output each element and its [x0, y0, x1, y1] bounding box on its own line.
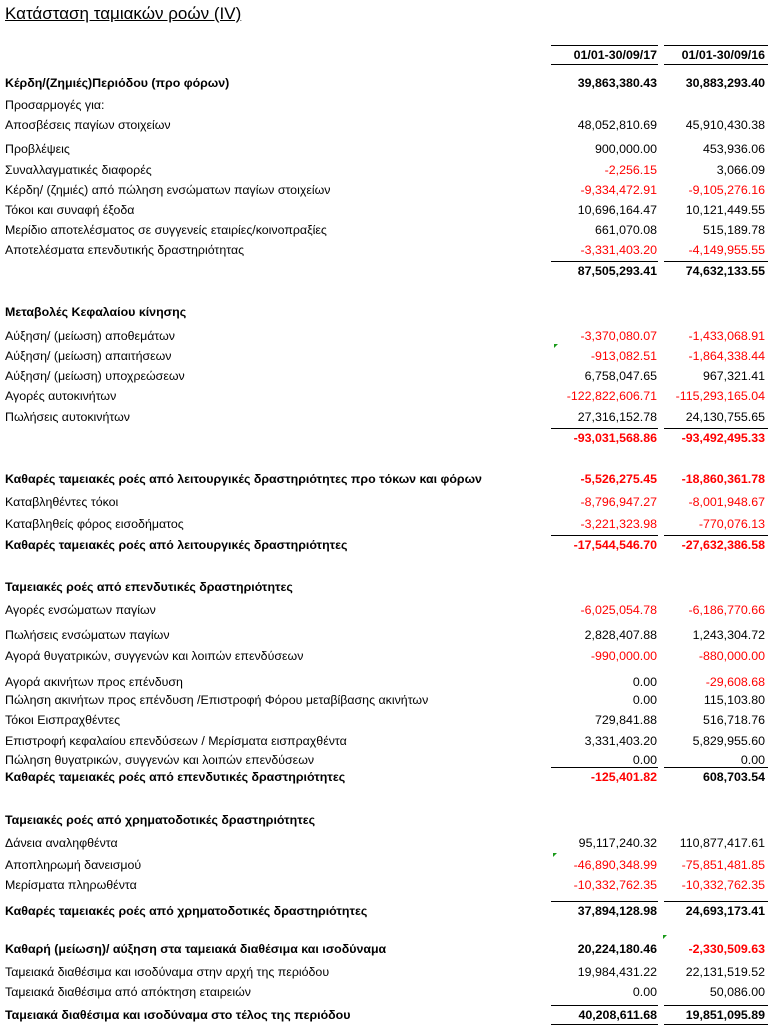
row-label: Καταβληθέντες τόκοι [5, 495, 119, 509]
value-2016: 1,243,304.72 [692, 628, 765, 642]
value-2016: -93,492,495.33 [681, 431, 765, 445]
value-2016: 24,693,173.41 [685, 904, 765, 918]
line-item-row [0, 834, 771, 852]
value-2017: 6,758,047.65 [584, 369, 657, 383]
value-2017: -17,544,546.70 [573, 538, 657, 552]
total-row [0, 811, 771, 829]
value-2016: -880,000.00 [698, 649, 765, 663]
row-label: Μερίδιο αποτελέσματος σε συγγενείς εταιρίες/κοινοπραξίες [5, 223, 327, 237]
row-label: Ταμειακά διαθέσιμα και ισοδύναμα στο τέλος της περιόδου [5, 1008, 351, 1022]
value-2016: 74,632,133.55 [685, 264, 765, 278]
value-2016: -10,332,762.35 [681, 878, 765, 892]
row-label: Μεταβολές Κεφαλαίου κίνησης [5, 305, 187, 319]
value-2017: 27,316,152.78 [577, 410, 657, 424]
value-2017: -8,796,947.27 [580, 495, 657, 509]
value-2016: 10,121,449.55 [685, 203, 765, 217]
row-label: Αγορά θυγατρικών, συγγενών και λοιπών επενδύσεων [5, 649, 304, 663]
line-item-row [0, 116, 771, 134]
value-2016: -75,851,481.85 [681, 858, 765, 872]
total-row [0, 74, 771, 92]
value-2017: 2,828,407.88 [584, 628, 657, 642]
value-2017: -3,331,403.20 [580, 243, 657, 257]
row-label: Καθαρή (μείωση)/ αύξηση στα ταμειακά διαθέσιμα και ισοδύναμα [5, 942, 387, 956]
row-label: Αγορά ακινήτων προς επένδυση [5, 675, 183, 689]
row-label: Τόκοι Εισπραχθέντες [5, 713, 121, 727]
value-2017: 729,841.88 [594, 713, 657, 727]
row-label: Ταμειακές ροές από χρηματοδοτικές δραστηριότητες [5, 813, 316, 827]
value-2016: 0.00 [740, 753, 765, 767]
line-item-row [0, 327, 771, 345]
value-2016: -9,105,276.16 [688, 183, 765, 197]
row-label: Δάνεια αναληφθέντα [5, 836, 118, 850]
total-row [0, 768, 771, 786]
value-2017: -5,526,275.45 [580, 472, 657, 486]
column-header-row [0, 46, 771, 64]
line-item-row [0, 626, 771, 644]
line-item-row [0, 161, 771, 179]
value-2016: 22,131,519.52 [685, 965, 765, 979]
row-label: Προβλέψεις [5, 142, 70, 156]
value-2016: 5,829,955.60 [692, 734, 765, 748]
value-2017: -913,082.51 [590, 349, 657, 363]
value-2017: 87,505,293.41 [577, 264, 657, 278]
value-2016: 3,066.09 [716, 163, 765, 177]
value-2017: -3,370,080.07 [580, 329, 657, 343]
value-2016: 453,936.06 [702, 142, 765, 156]
value-2017: 39,863,380.43 [577, 76, 657, 90]
line-item-row [0, 876, 771, 894]
row-label: Αύξηση/ (μείωση) υποχρεώσεων [5, 369, 185, 383]
row-label: Αποπληρωμή δανεισμού [5, 858, 142, 872]
value-2017: -9,334,472.91 [580, 183, 657, 197]
total-row [0, 1006, 771, 1024]
line-item-row [0, 201, 771, 219]
value-2016: 516,718.76 [702, 713, 765, 727]
total-row [0, 262, 771, 280]
statement-title: Κατάσταση ταμιακών ροών (IV) [5, 4, 242, 23]
total-row [0, 902, 771, 920]
value-2017: 10,696,164.47 [577, 203, 657, 217]
value-2017: 19,984,431.22 [577, 965, 657, 979]
row-label: Κέρδη/ (ζημιές) από πώληση ενσώματων παγίων στοιχείων [5, 183, 331, 197]
row-label: Επιστροφή κεφαλαίου επενδύσεων / Μερίσματα εισπραχθέντα [5, 734, 347, 748]
value-2016: -6,186,770.66 [688, 603, 765, 617]
value-2016: 24,130,755.65 [685, 410, 765, 424]
line-item-row [0, 732, 771, 750]
row-label: Ταμειακές ροές από επενδυτικές δραστηριότητες [5, 580, 293, 594]
line-item-row [0, 711, 771, 729]
row-label: Συναλλαγματικές διαφορές [5, 163, 152, 177]
value-2017: 0.00 [632, 675, 657, 689]
value-2017: -2,256.15 [604, 163, 657, 177]
line-item-row [0, 408, 771, 426]
value-2016: -1,864,338.44 [688, 349, 765, 363]
value-2016: -27,632,386.58 [681, 538, 765, 552]
value-2017: 0.00 [632, 693, 657, 707]
column-header-2017: 01/01-30/09/17 [573, 48, 657, 62]
value-2016: 45,910,430.38 [685, 118, 765, 132]
value-2016: 110,877,417.61 [679, 836, 765, 850]
value-2017: 0.00 [632, 985, 657, 999]
row-label: Αύξηση/ (μείωση) απαιτήσεων [5, 349, 172, 363]
row-label: Πώληση θυγατρικών, συγγενών και λοιπών επενδύσεων [5, 753, 315, 767]
value-2016: 608,703.54 [702, 770, 765, 784]
line-item-row [0, 367, 771, 385]
comment-marker-icon [663, 935, 667, 939]
line-item-row [0, 601, 771, 619]
line-item-row [0, 140, 771, 158]
value-2017: 95,117,240.32 [578, 836, 657, 850]
row-label: Τόκοι και συναφή έξοδα [5, 203, 135, 217]
value-2017: -93,031,568.86 [573, 431, 657, 445]
line-item-row [0, 856, 771, 874]
total-row [0, 578, 771, 596]
value-2017: 900,000.00 [594, 142, 657, 156]
value-2016: 30,883,293.40 [685, 76, 765, 90]
row-label: Αποτελέσματα επενδυτικής δραστηριότητας [5, 243, 245, 257]
row-label: Καθαρές ταμειακές ροές από λειτουργικές δραστηριότητες προ τόκων και φόρων [5, 472, 482, 486]
value-2016: 115,103.80 [703, 693, 765, 707]
row-label: Αγορές αυτοκινήτων [5, 389, 117, 403]
row-label: Ταμειακά διαθέσιμα από απόκτηση εταιρειών [5, 985, 251, 999]
value-2017: -125,401.82 [590, 770, 657, 784]
total-row [0, 429, 771, 447]
comment-marker-icon [553, 853, 557, 857]
value-2016: -4,149,955.55 [688, 243, 765, 257]
line-item-row [0, 493, 771, 511]
row-label: Προσαρμογές για: [5, 98, 105, 112]
total-row [0, 470, 771, 488]
value-2017: -122,822,606.71 [566, 389, 657, 403]
value-2017: 0.00 [632, 753, 657, 767]
row-label: Καθαρές ταμειακές ροές από χρηματοδοτικές δραστηριότητες [5, 904, 368, 918]
value-2017: 20,224,180.46 [577, 942, 657, 956]
row-label: Κέρδη/(Ζημιές)Περιόδου (προ φόρων) [5, 76, 230, 90]
line-item-row [0, 96, 771, 114]
value-2016: -18,860,361.78 [681, 472, 765, 486]
value-2017: -10,332,762.35 [573, 878, 657, 892]
row-label: Ταμειακά διαθέσιμα και ισοδύναμα στην αρχή της περιόδου [5, 965, 330, 979]
line-item-row [0, 983, 771, 1001]
row-label: Μερίσματα πληρωθέντα [5, 878, 137, 892]
value-2017: -990,000.00 [590, 649, 657, 663]
comment-marker-icon [554, 344, 558, 348]
value-2017: 3,331,403.20 [584, 734, 657, 748]
value-2016: 967,321.41 [702, 369, 765, 383]
row-label: Καθαρές ταμειακές ροές από επενδυτικές δραστηριότητες [5, 770, 346, 784]
row-label: Πωλήσεις αυτοκινήτων [5, 410, 130, 424]
row-label: Αγορές ενσώματων παγίων [5, 603, 156, 617]
line-item-row [0, 181, 771, 199]
value-2017: 48,052,810.69 [577, 118, 657, 132]
value-2016: -115,293,165.04 [675, 389, 765, 403]
value-2016: -8,001,948.67 [688, 495, 765, 509]
row-label: Αποσβέσεις παγίων στοιχείων [5, 118, 171, 132]
row-label: Καταβληθείς φόρος εισοδήματος [5, 517, 184, 531]
value-2017: 40,208,611.68 [578, 1008, 657, 1022]
column-header-2016: 01/01-30/09/16 [681, 48, 765, 62]
value-2016: -1,433,068.91 [688, 329, 765, 343]
value-2016: -770,076.13 [698, 517, 765, 531]
column-header-underline [664, 64, 768, 65]
value-2017: 661,070.08 [594, 223, 657, 237]
total-row [0, 303, 771, 321]
value-2017: -3,221,323.98 [580, 517, 657, 531]
row-label: Πωλήσεις ενσώματων παγίων [5, 628, 170, 642]
value-2016: 515,189.78 [702, 223, 765, 237]
line-item-row [0, 387, 771, 405]
total-row [0, 940, 771, 958]
line-item-row [0, 647, 771, 665]
total-row [0, 536, 771, 554]
value-2016: -29,608.68 [705, 675, 765, 689]
line-item-row [0, 691, 771, 709]
line-item-row [0, 241, 771, 259]
row-label: Καθαρές ταμειακές ροές από λειτουργικές δραστηριότητες [5, 538, 348, 552]
line-item-row [0, 221, 771, 239]
line-item-row [0, 515, 771, 533]
value-2017: 37,894,128.98 [577, 904, 657, 918]
line-item-row [0, 963, 771, 981]
line-item-row [0, 673, 771, 691]
column-header-underline [551, 64, 658, 65]
value-2016: 50,086.00 [709, 985, 765, 999]
row-label: Αύξηση/ (μείωση) αποθεμάτων [5, 329, 175, 343]
value-2017: -6,025,054.78 [580, 603, 657, 617]
value-2016: -2,330,509.63 [688, 942, 765, 956]
line-item-row [0, 347, 771, 365]
row-label: Πώληση ακινήτων προς επένδυση /Επιστροφή Φόρου μεταβίβασης ακινήτων [5, 693, 429, 707]
value-2017: -46,890,348.99 [573, 858, 657, 872]
value-2016: 19,851,095.89 [685, 1008, 765, 1022]
